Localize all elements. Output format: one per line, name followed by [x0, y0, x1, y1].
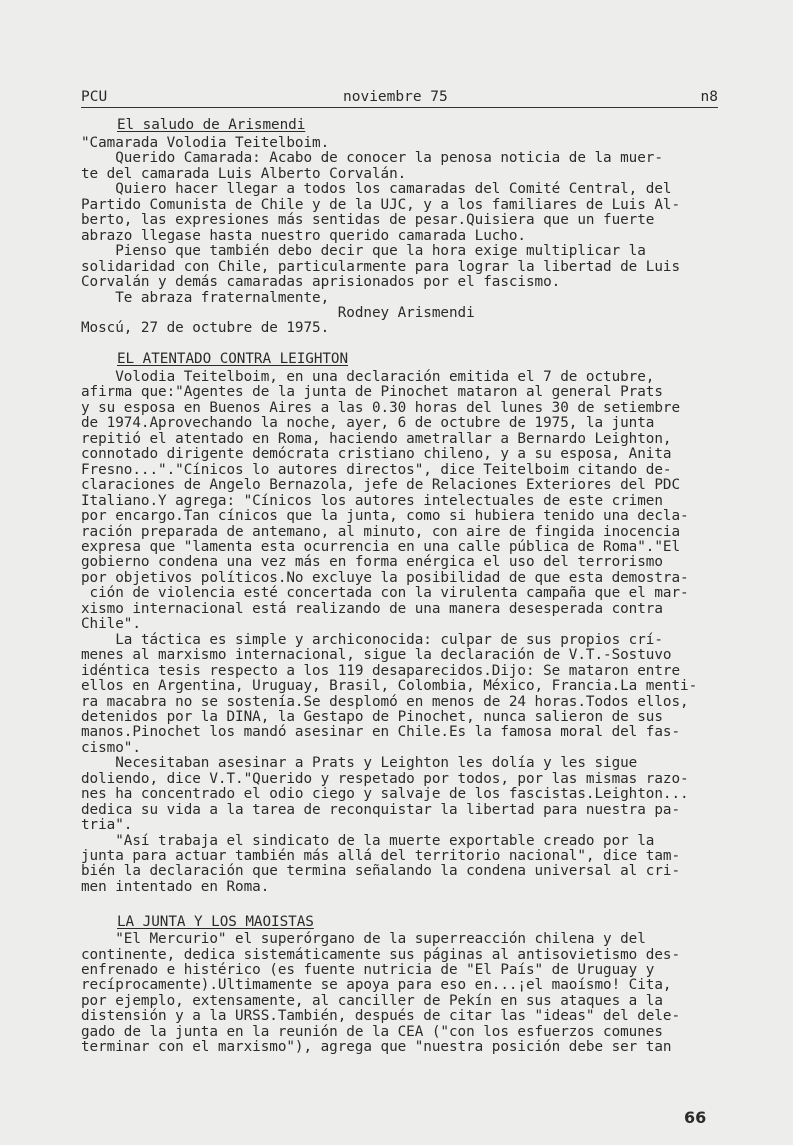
text-line: "El Mercurio" el superórgano de la superreacción chilena y del — [81, 931, 646, 947]
text-line: ra macabra no se sostenía.Se desplomó en menos de 24 horas.Todos ellos, — [81, 693, 689, 710]
text-line: Quiero hacer llegar a todos los camaradas del Comité Central, del — [81, 181, 672, 198]
page-header — [81, 89, 718, 108]
text-line: por encargo.Tan cínicos que la junta, como si hubiera tenido una decla- — [81, 508, 689, 524]
text-line: Pienso que también debo decir que la hora exige multiplicar la — [81, 243, 646, 260]
text-line: Te abraza fraternalmente, — [81, 289, 330, 306]
text-line: tria". — [81, 817, 133, 833]
text-line: expresa que "lamenta esta ocurrencia en una calle pública de Roma"."El — [81, 539, 681, 555]
text-line: detenidos por la DINA, la Gestapo de Pinochet, nunca salieron de sus — [81, 708, 663, 725]
text-line: repitió el atentado en Roma, haciendo ametrallar a Bernardo Leighton, — [81, 430, 672, 447]
section-title: EL ATENTADO CONTRA LEIGHTON — [117, 351, 349, 367]
text-line: gobierno condena una vez más en forma enérgica el uso del terrorismo — [81, 554, 663, 571]
text-line: Italiano.Y agrega: "Cínicos los autores intelectuales de este crimen — [81, 492, 663, 509]
text-line: claraciones de Angelo Bernazola, jefe de Relaciones Exteriores del PDC — [81, 477, 681, 494]
text-line: Chile". — [81, 616, 141, 633]
text-line: Rodney Arismendi — [81, 304, 475, 321]
text-line: menes al marxismo internacional, sigue la declaración de V.T.-Sostuvo — [81, 647, 672, 664]
text-line: por ejemplo, extensamente, al canciller de Pekín en sus ataques a la — [81, 992, 663, 1009]
text-line: Corvalán y demás camaradas aprisionados por el fascismo. — [81, 274, 561, 290]
text-line: La táctica es simple y archiconocida: culpar de sus propios crí- — [81, 631, 663, 648]
text-line: Fresno..."."Cínicos lo autores directos", dice Teitelboim citando de- — [81, 461, 672, 478]
text-line: Volodia Teitelboim, en una declaración emitida el 7 de octubre, — [81, 369, 655, 385]
text-line: doliendo, dice V.T."Querido y respetado por todos, por las mismas razo- — [81, 770, 689, 787]
header-publication: PCU — [81, 89, 108, 105]
text-line: manos.Pinochet los mandó asesinar en Chile.Es la famosa moral del fas- — [81, 724, 681, 741]
header-issue: n8 — [700, 89, 718, 105]
page-number: 66 — [684, 1108, 707, 1127]
text-line: afirma que:"Agentes de la junta de Pinochet mataron al general Prats — [81, 384, 663, 401]
text-line: cismo". — [81, 739, 141, 756]
text-line: recíprocamente).Ultimamente se apoya para eso en...¡el maoísmo! Cita, — [81, 977, 672, 994]
text-line: connotado dirigente demócrata cristiano chileno, y a su esposa, Anita — [81, 446, 672, 463]
text-line: nes ha concentrado el odio ciego y salvaje de los fascistas.Leighton... — [81, 786, 689, 803]
text-line: distensión y a la URSS.También, después de citar las "ideas" del dele- — [81, 1008, 681, 1025]
text-line: Necesitaban asesinar a Prats y Leighton les dolía y les sigue — [81, 755, 638, 772]
text-line: ción de violencia esté concertada con la virulenta campaña que el mar- — [81, 585, 689, 602]
text-line: te del camarada Luis Alberto Corvalán. — [81, 165, 407, 182]
text-line: Querido Camarada: Acabo de conocer la penosa noticia de la muer- — [81, 150, 663, 167]
text-line: idéntica tesis respecto a los 119 desaparecidos.Dijo: Se mataron entre — [81, 662, 681, 679]
text-line: "Así trabaja el sindicato de la muerte exportable creado por la — [81, 832, 655, 849]
text-line: de 1974.Aprovechando la noche, ayer, 6 de octubre de 1975, la junta — [81, 415, 655, 432]
text-line: por objetivos políticos.No excluye la posibilidad de que esta demostra- — [81, 569, 689, 586]
text-line: "Camarada Volodia Teitelboim. — [81, 135, 330, 151]
text-line: Partido Comunista de Chile y de la UJC, y a los familiares de Luis Al- — [81, 196, 681, 213]
text-line: abrazo llegase hasta nuestro querido camarada Lucho. — [81, 227, 526, 244]
text-line: ellos en Argentina, Uruguay, Brasil, Colombia, México, Francia.La menti- — [81, 678, 698, 694]
text-line: men intentado en Roma. — [81, 878, 270, 895]
text-line: terminar con el marxismo"), agrega que "nuestra posición debe ser tan — [81, 1039, 672, 1056]
section-title: LA JUNTA Y LOS MAOISTAS — [117, 914, 314, 930]
text-line: enfrenado e histérico (es fuente nutricia de "El País" de Uruguay y — [81, 961, 655, 978]
text-line: xismo internacional está realizando de una manera desesperada contra — [81, 600, 663, 617]
header-date: noviembre 75 — [343, 89, 448, 105]
text-line: berto, las expresiones más sentidas de pesar.Quisiera que un fuerte — [81, 212, 655, 229]
text-line: continente, dedica sistemáticamente sus páginas al antisovietismo des- — [81, 946, 681, 963]
text-line: y su esposa en Buenos Aires a las 0.30 horas del lunes 30 de setiembre — [81, 399, 681, 416]
text-line: gado de la junta en la reunión de la CEA ("con los esfuerzos comunes — [81, 1023, 663, 1040]
text-line: dedica su vida a la tarea de reconquistar la libertad para nuestra pa- — [81, 801, 681, 818]
text-line: solidaridad con Chile, particularmente para lograr la libertad de Luis — [81, 258, 681, 275]
text-line: ración preparada de antemano, al minuto, con aire de fingida inocencia — [81, 523, 681, 540]
text-line: bién la declaración que termina señalando la condena universal al cri- — [81, 863, 681, 880]
text-line: junta para actuar también más allá del territorio nacional", dice tam- — [81, 848, 681, 864]
section-title: El saludo de Arismendi — [117, 117, 306, 133]
text-line: Moscú, 27 de octubre de 1975. — [81, 320, 330, 337]
